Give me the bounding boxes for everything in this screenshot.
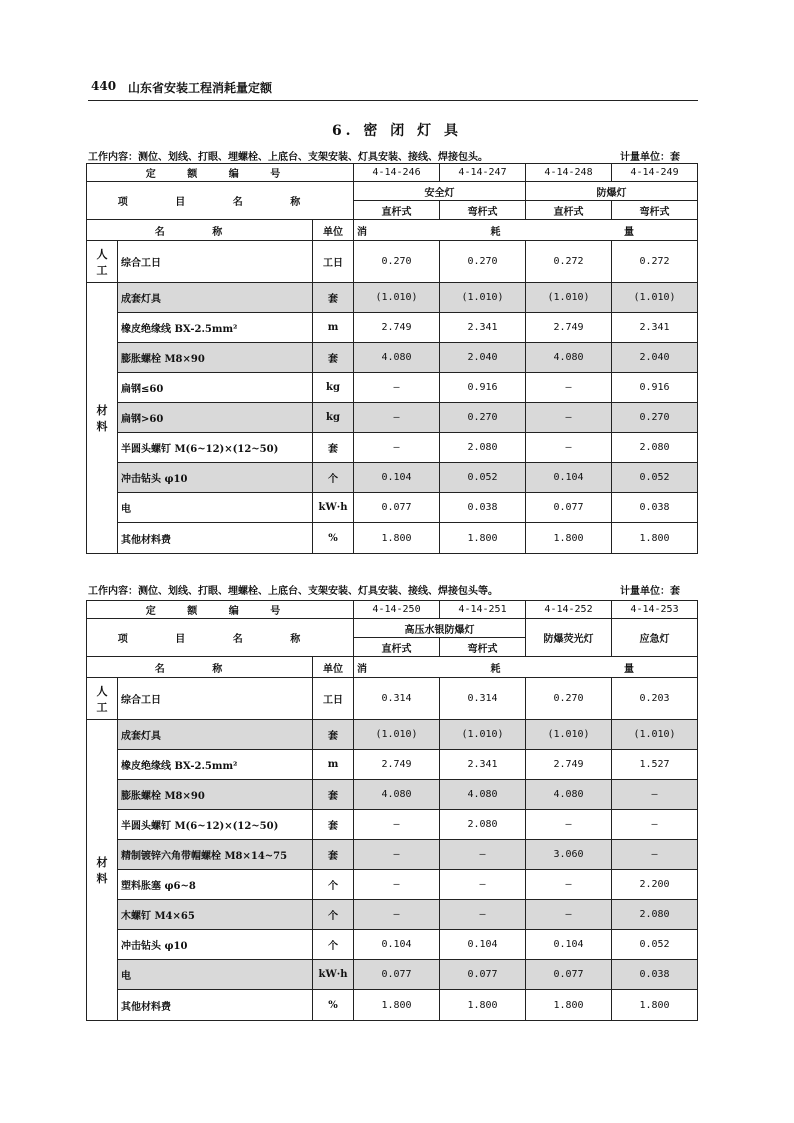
quota-table-1: [86, 163, 698, 554]
material-row: [87, 720, 698, 750]
material-name: 其他材料费: [118, 990, 313, 1021]
group-label: 应急灯: [612, 619, 698, 657]
value-cell: —: [526, 433, 612, 463]
value-cell: 0.203: [612, 678, 698, 720]
material-unit: m: [313, 313, 354, 343]
value-cell: 0.052: [612, 930, 698, 960]
value-cell: 0.077: [354, 493, 440, 523]
material-unit: m: [313, 750, 354, 780]
value-cell: (1.010): [440, 720, 526, 750]
subtype-label: 直杆式: [354, 201, 440, 220]
value-cell: 3.060: [526, 840, 612, 870]
material-name: 橡皮绝缘线 BX-2.5mm²: [118, 313, 313, 343]
code-cell: 4-14-246: [354, 164, 440, 182]
value-cell: 0.052: [612, 463, 698, 493]
value-cell: 2.749: [526, 313, 612, 343]
group-label: 高压水银防爆灯: [354, 619, 526, 638]
code-cell: 4-14-248: [526, 164, 612, 182]
section-title: 6. 密 闭 灯 具: [331, 123, 463, 139]
value-cell: —: [612, 840, 698, 870]
value-cell: 4.080: [354, 780, 440, 810]
material-unit: 个: [313, 930, 354, 960]
name-header: 名 称: [87, 657, 313, 678]
value-cell: —: [526, 373, 612, 403]
value-cell: 0.270: [612, 403, 698, 433]
code-cell: 4-14-249: [612, 164, 698, 182]
code-cell: 4-14-250: [354, 601, 440, 619]
group-row: [87, 182, 698, 201]
item-label: 项 目 名 称: [87, 182, 354, 220]
labor-name: 综合工日: [118, 241, 313, 283]
material-unit: 个: [313, 463, 354, 493]
value-cell: 0.077: [526, 493, 612, 523]
subtype-label: 直杆式: [354, 638, 440, 657]
work-content: 工作内容：测位、划线、打眼、埋螺栓、上底台、支架安装、灯具安装、接线、焊接包头。: [88, 152, 488, 163]
unit-label: 计量单位：套: [620, 586, 680, 597]
value-cell: —: [526, 810, 612, 840]
material-unit: %: [313, 990, 354, 1021]
material-row: [87, 373, 698, 403]
code-cell: 4-14-251: [440, 601, 526, 619]
material-unit: %: [313, 523, 354, 554]
material-name: 塑料胀塞 φ6~8: [118, 870, 313, 900]
labor-row: [87, 678, 698, 720]
material-name: 电: [118, 960, 313, 990]
name-header: 名 称: [87, 220, 313, 241]
value-cell: —: [354, 373, 440, 403]
value-cell: 1.800: [354, 523, 440, 554]
value-cell: 0.052: [440, 463, 526, 493]
value-cell: 0.314: [440, 678, 526, 720]
consumption-header: 消 耗 量: [354, 220, 698, 241]
value-cell: 0.104: [354, 930, 440, 960]
material-row: [87, 283, 698, 313]
material-row: [87, 403, 698, 433]
value-cell: 0.272: [612, 241, 698, 283]
unit-header: 单位: [313, 657, 354, 678]
value-cell: (1.010): [526, 283, 612, 313]
value-cell: 0.270: [526, 678, 612, 720]
material-name: 精制镀锌六角带帽螺栓 M8×14~75: [118, 840, 313, 870]
subtype-label: 弯杆式: [612, 201, 698, 220]
subtype-label: 弯杆式: [440, 201, 526, 220]
value-cell: 2.749: [354, 313, 440, 343]
value-cell: 0.104: [526, 463, 612, 493]
value-cell: 0.077: [526, 960, 612, 990]
column-header-row: [87, 657, 698, 678]
subtype-label: 直杆式: [526, 201, 612, 220]
value-cell: —: [440, 900, 526, 930]
material-row: [87, 313, 698, 343]
value-cell: (1.010): [354, 720, 440, 750]
value-cell: 0.038: [440, 493, 526, 523]
value-cell: —: [354, 900, 440, 930]
value-cell: 1.800: [526, 990, 612, 1021]
page-number: 440: [91, 79, 117, 93]
value-cell: 2.040: [440, 343, 526, 373]
material-unit: 套: [313, 720, 354, 750]
value-cell: 4.080: [440, 780, 526, 810]
value-cell: 1.527: [612, 750, 698, 780]
value-cell: —: [612, 810, 698, 840]
material-row: [87, 900, 698, 930]
material-category: 材 料: [87, 720, 118, 1021]
material-row: [87, 810, 698, 840]
work-content: 工作内容：测位、划线、打眼、埋螺栓、上底台、支架安装、灯具安装、接线、焊接包头等。: [88, 586, 498, 597]
material-name: 成套灯具: [118, 720, 313, 750]
value-cell: 2.080: [612, 900, 698, 930]
material-unit: 个: [313, 900, 354, 930]
labor-name: 综合工日: [118, 678, 313, 720]
value-cell: —: [526, 403, 612, 433]
unit-label: 计量单位：套: [620, 152, 680, 163]
material-unit: kW·h: [313, 960, 354, 990]
material-name: 其他材料费: [118, 523, 313, 554]
value-cell: 0.077: [354, 960, 440, 990]
value-cell: —: [354, 810, 440, 840]
consumption-header: 消 耗 量: [354, 657, 698, 678]
group-label: 防爆灯: [526, 182, 698, 201]
material-unit: kW·h: [313, 493, 354, 523]
value-cell: 0.272: [526, 241, 612, 283]
value-cell: —: [354, 870, 440, 900]
value-cell: —: [354, 403, 440, 433]
material-unit: 套: [313, 840, 354, 870]
value-cell: 1.800: [526, 523, 612, 554]
material-row: [87, 840, 698, 870]
material-row: [87, 750, 698, 780]
value-cell: (1.010): [440, 283, 526, 313]
value-cell: 1.800: [354, 990, 440, 1021]
unit-header: 单位: [313, 220, 354, 241]
material-name: 电: [118, 493, 313, 523]
material-name: 扁钢≤60: [118, 373, 313, 403]
material-row: [87, 960, 698, 990]
value-cell: 0.038: [612, 493, 698, 523]
value-cell: 2.341: [440, 750, 526, 780]
material-unit: 个: [313, 870, 354, 900]
subtype-label: 弯杆式: [440, 638, 526, 657]
labor-category: 人 工: [87, 241, 118, 283]
material-row: [87, 780, 698, 810]
code-label: 定 额 编 号: [87, 164, 354, 182]
material-name: 冲击钻头 φ10: [118, 463, 313, 493]
material-name: 橡皮绝缘线 BX-2.5mm²: [118, 750, 313, 780]
code-cell: 4-14-247: [440, 164, 526, 182]
group-label: 防爆荧光灯: [526, 619, 612, 657]
page-header: [88, 76, 698, 101]
value-cell: (1.010): [612, 283, 698, 313]
value-cell: 2.200: [612, 870, 698, 900]
material-row: [87, 493, 698, 523]
value-cell: 2.080: [440, 810, 526, 840]
value-cell: —: [440, 870, 526, 900]
material-unit: 套: [313, 343, 354, 373]
material-unit: kg: [313, 373, 354, 403]
value-cell: (1.010): [526, 720, 612, 750]
value-cell: —: [354, 433, 440, 463]
value-cell: 4.080: [354, 343, 440, 373]
value-cell: 0.104: [440, 930, 526, 960]
material-name: 木螺钉 M4×65: [118, 900, 313, 930]
book-title: 山东省安装工程消耗量定额: [128, 81, 273, 95]
value-cell: —: [354, 840, 440, 870]
value-cell: 0.270: [440, 403, 526, 433]
value-cell: —: [612, 780, 698, 810]
material-name: 成套灯具: [118, 283, 313, 313]
value-cell: 0.916: [612, 373, 698, 403]
code-cell: 4-14-252: [526, 601, 612, 619]
quota-table-2: [86, 600, 698, 1021]
value-cell: —: [526, 870, 612, 900]
code-row: [87, 601, 698, 619]
value-cell: 1.800: [612, 990, 698, 1021]
value-cell: 1.800: [440, 990, 526, 1021]
value-cell: (1.010): [612, 720, 698, 750]
labor-unit: 工日: [313, 241, 354, 283]
material-row: [87, 523, 698, 554]
material-row: [87, 930, 698, 960]
labor-row: [87, 241, 698, 283]
material-name: 半圆头螺钉 M(6~12)×(12~50): [118, 433, 313, 463]
value-cell: 2.341: [440, 313, 526, 343]
material-unit: kg: [313, 403, 354, 433]
value-cell: 4.080: [526, 343, 612, 373]
material-row: [87, 343, 698, 373]
item-label: 项 目 名 称: [87, 619, 354, 657]
material-unit: 套: [313, 780, 354, 810]
group-row: [87, 619, 698, 638]
material-row: [87, 433, 698, 463]
material-row: [87, 990, 698, 1021]
value-cell: 2.749: [354, 750, 440, 780]
value-cell: 0.916: [440, 373, 526, 403]
value-cell: 0.314: [354, 678, 440, 720]
value-cell: 0.038: [612, 960, 698, 990]
material-row: [87, 870, 698, 900]
group-label: 安全灯: [354, 182, 526, 201]
value-cell: 0.270: [354, 241, 440, 283]
value-cell: 4.080: [526, 780, 612, 810]
value-cell: 1.800: [612, 523, 698, 554]
value-cell: 2.080: [612, 433, 698, 463]
work-content-line-2: [88, 582, 698, 597]
material-unit: 套: [313, 433, 354, 463]
value-cell: (1.010): [354, 283, 440, 313]
material-name: 扁钢>60: [118, 403, 313, 433]
value-cell: 0.270: [440, 241, 526, 283]
value-cell: 2.080: [440, 433, 526, 463]
material-name: 膨胀螺栓 M8×90: [118, 780, 313, 810]
column-header-row: [87, 220, 698, 241]
labor-unit: 工日: [313, 678, 354, 720]
material-unit: 套: [313, 810, 354, 840]
labor-category: 人 工: [87, 678, 118, 720]
material-name: 半圆头螺钉 M(6~12)×(12~50): [118, 810, 313, 840]
material-category: 材 料: [87, 283, 118, 554]
value-cell: 0.104: [354, 463, 440, 493]
value-cell: 2.040: [612, 343, 698, 373]
work-content-line-1: [88, 148, 698, 163]
value-cell: 0.104: [526, 930, 612, 960]
value-cell: —: [526, 900, 612, 930]
code-label: 定 额 编 号: [87, 601, 354, 619]
material-unit: 套: [313, 283, 354, 313]
value-cell: 2.749: [526, 750, 612, 780]
value-cell: 2.341: [612, 313, 698, 343]
code-cell: 4-14-253: [612, 601, 698, 619]
material-name: 膨胀螺栓 M8×90: [118, 343, 313, 373]
value-cell: 0.077: [440, 960, 526, 990]
value-cell: —: [440, 840, 526, 870]
code-row: [87, 164, 698, 182]
value-cell: 1.800: [440, 523, 526, 554]
material-row: [87, 463, 698, 493]
material-name: 冲击钻头 φ10: [118, 930, 313, 960]
